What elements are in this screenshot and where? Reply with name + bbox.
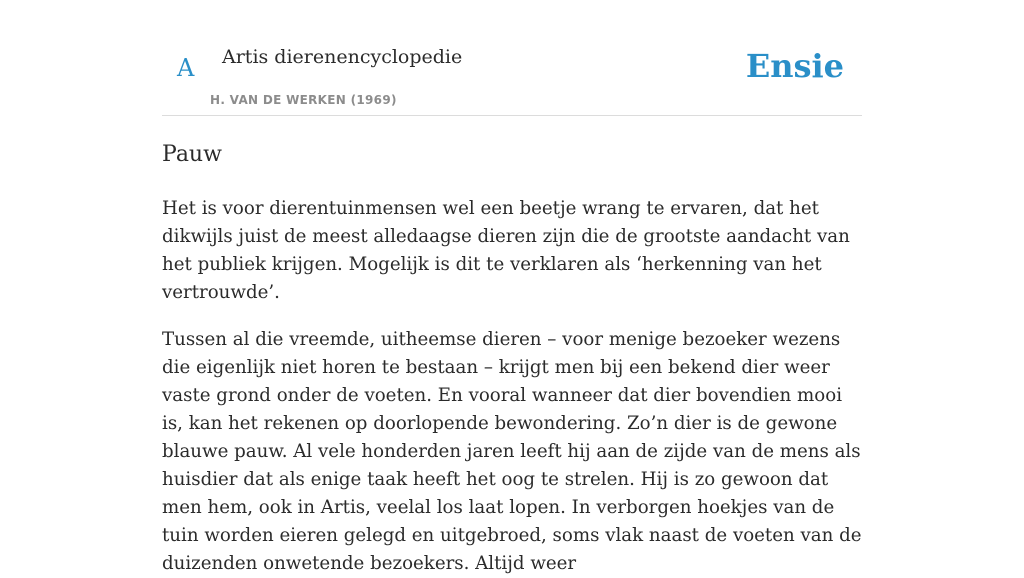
article-paragraph-1: Het is voor dierentuinmensen wel een beetje wrang te ervaren, dat het dikwijls juist de meest alledaagse dieren zijn die de grootste aandacht van het publiek krijgen. Mogelijk is dit te verklaren als ‘herkenning van het vertrouwde’. (162, 198, 850, 303)
encyclopedia-title-link[interactable]: Artis dierenencyclopedie (222, 46, 463, 68)
header (162, 0, 862, 116)
article-title: Pauw (162, 142, 222, 167)
page (162, 0, 862, 578)
article-paragraph-2: Tussen al die vreemde, uitheemse dieren – voor menige bezoeker wezens die eigenlijk niet horen te bestaan – krijgt men bij een bekend dier weer vaste grond onder de voeten. En vooral wanneer dat dier bovendien mooi is, kan het rekenen op doorlopende bewondering. Zo’n dier is de gewone blauwe pauw. Al vele honderden jaren leeft hij aan de zijde van de mens als huisdier dat als enige taak heeft het oog te strelen. Hij is zo gewoon dat men hem, ook in Artis, veelal los laat lopen. In verborgen hoekjes van de tuin worden eieren gelegd en uitgebroed, soms vlak naast de voeten van de duizenden onwetende bezoekers. Altijd weer (162, 329, 862, 574)
letter-index-link[interactable]: A (177, 54, 195, 82)
author-line: H. VAN DE WERKEN (1969) (210, 93, 397, 107)
ensie-logo-link[interactable]: Ensie (745, 47, 844, 85)
